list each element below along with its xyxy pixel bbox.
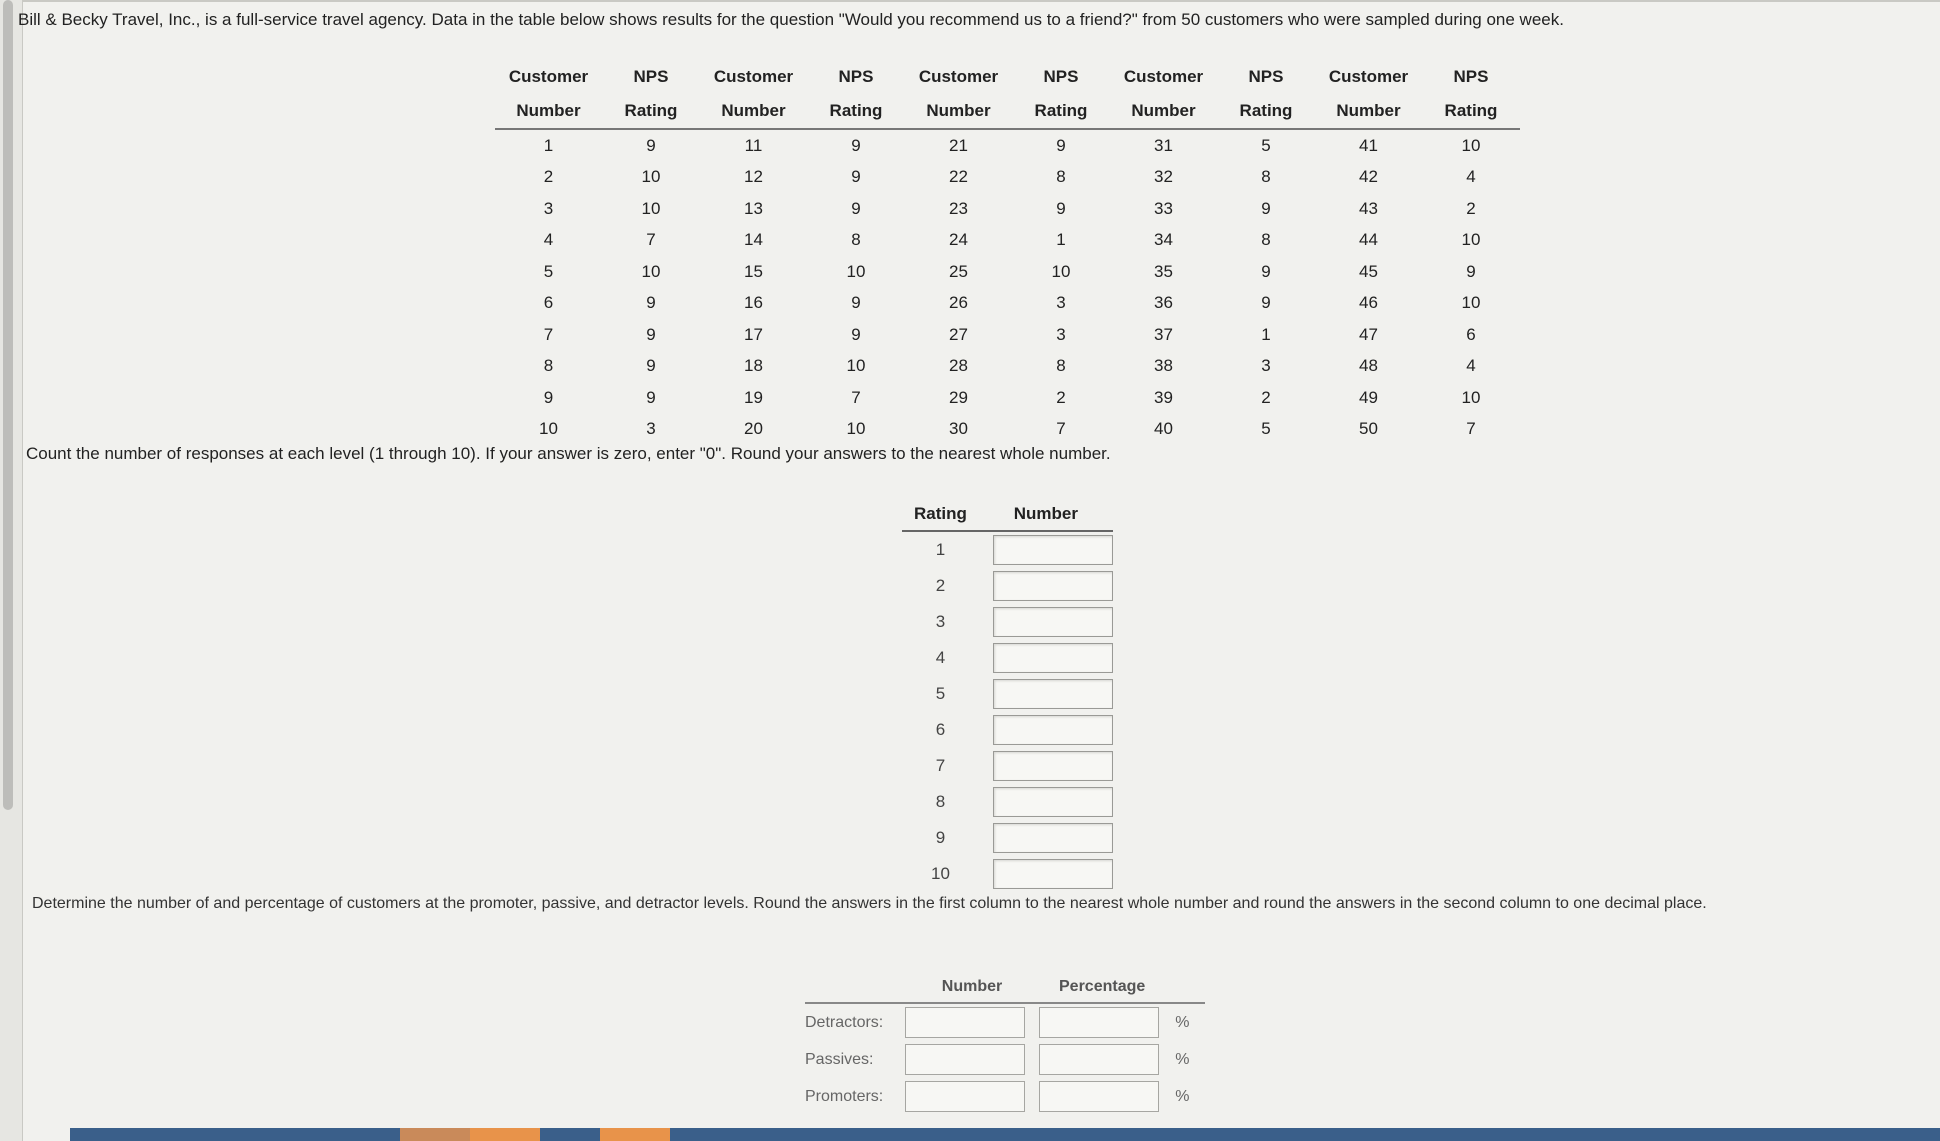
nps-rating-cell: 3 bbox=[1056, 324, 1066, 344]
level-percentage-input[interactable] bbox=[1039, 1007, 1159, 1038]
nps-rating-cell: 9 bbox=[851, 324, 861, 344]
level-number-input[interactable] bbox=[905, 1044, 1025, 1075]
rating-count-input[interactable] bbox=[993, 571, 1113, 601]
nps-rating-cell: 9 bbox=[851, 198, 861, 218]
customer-number-cell: 23 bbox=[949, 198, 968, 218]
header-rating: Rating bbox=[1012, 94, 1110, 129]
nps-rating-cell: 10 bbox=[846, 261, 866, 281]
customer-number-cell: 22 bbox=[949, 167, 968, 187]
level-label: Detractors: bbox=[805, 1013, 884, 1031]
nps-rating-cell: 8 bbox=[1261, 167, 1271, 187]
table-row bbox=[495, 129, 1520, 162]
count-row bbox=[902, 604, 1113, 640]
customer-number-cell: 41 bbox=[1359, 135, 1378, 155]
customer-number-cell: 43 bbox=[1359, 198, 1378, 218]
count-input-cell bbox=[979, 748, 1113, 784]
nps-rating-cell: 8 bbox=[851, 230, 861, 250]
customer-number-cell: 10 bbox=[539, 419, 558, 439]
levels-table-body bbox=[805, 1003, 1205, 1115]
rating-level-label: 10 bbox=[930, 864, 950, 883]
customer-number-cell: 3 bbox=[543, 198, 554, 218]
levels-header-percentage: Percentage bbox=[1039, 972, 1165, 1003]
customer-number-cell: 49 bbox=[1359, 387, 1378, 407]
customer-number-cell: 26 bbox=[949, 293, 968, 313]
customer-number-cell: 16 bbox=[744, 293, 763, 313]
nps-rating-cell: 7 bbox=[1466, 419, 1476, 439]
level-number-input[interactable] bbox=[905, 1081, 1025, 1112]
header-customer: Customer bbox=[1328, 67, 1409, 86]
count-row bbox=[902, 820, 1113, 856]
rating-count-input[interactable] bbox=[993, 787, 1113, 817]
customer-number-cell: 31 bbox=[1154, 135, 1173, 155]
count-input-cell bbox=[979, 784, 1113, 820]
table-row bbox=[495, 288, 1520, 320]
nps-rating-cell: 9 bbox=[851, 167, 861, 187]
nps-rating-cell: 5 bbox=[1261, 135, 1271, 155]
customer-number-cell: 21 bbox=[949, 135, 968, 155]
header-rating: Rating bbox=[1422, 94, 1520, 129]
nps-rating-cell: 9 bbox=[646, 387, 656, 407]
customer-number-cell: 8 bbox=[543, 356, 554, 376]
customer-number-cell: 25 bbox=[949, 261, 968, 281]
nps-rating-cell: 4 bbox=[1466, 356, 1476, 376]
customer-number-cell: 36 bbox=[1154, 293, 1173, 313]
percent-sign: % bbox=[1175, 1013, 1190, 1031]
nps-rating-cell: 9 bbox=[646, 356, 656, 376]
customer-number-cell: 17 bbox=[744, 324, 763, 344]
nps-rating-cell: 8 bbox=[1261, 230, 1271, 250]
count-input-cell bbox=[979, 856, 1113, 892]
table-row bbox=[495, 414, 1520, 446]
customer-number-cell: 42 bbox=[1359, 167, 1378, 187]
percent-sign: % bbox=[1175, 1050, 1190, 1068]
level-percentage-input[interactable] bbox=[1039, 1044, 1159, 1075]
level-percentage-input[interactable] bbox=[1039, 1081, 1159, 1112]
nps-rating-cell: 9 bbox=[1261, 293, 1271, 313]
table-row bbox=[495, 193, 1520, 225]
count-input-cell bbox=[979, 820, 1113, 856]
level-percentage-cell bbox=[1039, 1003, 1165, 1041]
intro-text: Bill & Becky Travel, Inc., is a full-service travel agency. Data in the table below shows results for the question "Would you recommend us to a friend?" from 50 customers who were sampled during one week. bbox=[18, 10, 1564, 29]
customer-number-cell: 39 bbox=[1154, 387, 1173, 407]
rating-count-input[interactable] bbox=[993, 715, 1113, 745]
customer-number-cell: 48 bbox=[1359, 356, 1378, 376]
count-table-body bbox=[902, 531, 1113, 892]
nps-table-body bbox=[495, 129, 1520, 445]
nps-levels-table bbox=[805, 972, 1205, 1115]
count-row bbox=[902, 712, 1113, 748]
customer-number-cell: 15 bbox=[744, 261, 763, 281]
nps-rating-cell: 10 bbox=[641, 167, 661, 187]
rating-count-input[interactable] bbox=[993, 643, 1113, 673]
rating-level-label: 8 bbox=[935, 792, 946, 811]
level-percentage-cell bbox=[1039, 1078, 1165, 1115]
count-row bbox=[902, 676, 1113, 712]
level-number-cell bbox=[905, 1041, 1039, 1078]
nps-rating-cell: 9 bbox=[1466, 261, 1476, 281]
nps-rating-cell: 10 bbox=[641, 198, 661, 218]
taskbar-segment[interactable] bbox=[470, 1128, 540, 1141]
nps-rating-cell: 9 bbox=[851, 135, 861, 155]
count-header-rating: Rating bbox=[902, 500, 979, 531]
nps-rating-cell: 6 bbox=[1466, 324, 1476, 344]
rating-level-label: 4 bbox=[935, 648, 946, 667]
count-row bbox=[902, 568, 1113, 604]
customer-number-cell: 11 bbox=[744, 135, 763, 155]
customer-number-cell: 34 bbox=[1154, 230, 1173, 250]
nps-rating-cell: 2 bbox=[1466, 198, 1476, 218]
rating-level-label: 7 bbox=[935, 756, 946, 775]
levels-header-blank bbox=[805, 972, 905, 1003]
header-number: Number bbox=[700, 94, 807, 129]
customer-number-cell: 18 bbox=[744, 356, 763, 376]
header-customer: Customer bbox=[508, 67, 589, 86]
nps-rating-cell: 9 bbox=[646, 293, 656, 313]
taskbar-segment[interactable] bbox=[400, 1128, 470, 1141]
nps-rating-cell: 10 bbox=[1461, 230, 1481, 250]
customer-number-cell: 45 bbox=[1359, 261, 1378, 281]
nps-rating-cell: 9 bbox=[1261, 198, 1271, 218]
rating-level-label: 6 bbox=[935, 720, 946, 739]
percent-sign: % bbox=[1175, 1087, 1190, 1105]
rating-count-input[interactable] bbox=[993, 607, 1113, 637]
levels-header-number: Number bbox=[905, 972, 1039, 1003]
level-number-input[interactable] bbox=[905, 1007, 1025, 1038]
header-number: Number bbox=[905, 94, 1012, 129]
customer-number-cell: 47 bbox=[1359, 324, 1378, 344]
customer-number-cell: 6 bbox=[543, 293, 554, 313]
header-nps: NPS bbox=[633, 67, 669, 86]
count-instruction: Count the number of responses at each level (1 through 10). If your answer is zero, enter "0". Round your answers to the nearest whole number. bbox=[26, 444, 1111, 463]
nps-rating-cell: 10 bbox=[1461, 387, 1481, 407]
table-row bbox=[495, 225, 1520, 257]
header-rating: Rating bbox=[807, 94, 905, 129]
header-rating: Rating bbox=[602, 94, 700, 129]
table-row bbox=[495, 256, 1520, 288]
top-divider bbox=[22, 0, 1940, 2]
nps-rating-cell: 8 bbox=[1056, 356, 1066, 376]
count-header-number: Number bbox=[979, 500, 1113, 531]
level-number-cell bbox=[905, 1003, 1039, 1041]
customer-number-cell: 44 bbox=[1359, 230, 1378, 250]
nps-rating-cell: 3 bbox=[1261, 356, 1271, 376]
customer-number-cell: 13 bbox=[744, 198, 763, 218]
nps-rating-cell: 9 bbox=[851, 293, 861, 313]
count-row bbox=[902, 531, 1113, 568]
customer-number-cell: 28 bbox=[949, 356, 968, 376]
count-input-cell bbox=[979, 676, 1113, 712]
table-row bbox=[495, 319, 1520, 351]
count-input-cell bbox=[979, 604, 1113, 640]
nps-rating-cell: 9 bbox=[1056, 135, 1066, 155]
level-row bbox=[805, 1041, 1205, 1078]
rating-count-input[interactable] bbox=[993, 535, 1113, 565]
customer-number-cell: 27 bbox=[949, 324, 968, 344]
scrollbar-thumb[interactable] bbox=[3, 0, 13, 810]
nps-rating-cell: 5 bbox=[1261, 419, 1271, 439]
nps-rating-cell: 7 bbox=[1056, 419, 1066, 439]
level-row bbox=[805, 1003, 1205, 1041]
header-nps: NPS bbox=[838, 67, 874, 86]
header-number: Number bbox=[1110, 94, 1217, 129]
nps-rating-cell: 7 bbox=[851, 387, 861, 407]
header-number: Number bbox=[495, 94, 602, 129]
customer-number-cell: 1 bbox=[543, 135, 554, 155]
header-number: Number bbox=[1315, 94, 1422, 129]
count-row bbox=[902, 784, 1113, 820]
customer-number-cell: 12 bbox=[744, 167, 763, 187]
level-percentage-cell bbox=[1039, 1041, 1165, 1078]
nps-data-table bbox=[495, 60, 1520, 445]
nps-rating-cell: 9 bbox=[646, 135, 656, 155]
header-nps: NPS bbox=[1248, 67, 1284, 86]
level-label: Passives: bbox=[805, 1050, 874, 1068]
customer-number-cell: 35 bbox=[1154, 261, 1173, 281]
rating-count-input[interactable] bbox=[993, 679, 1113, 709]
levels-instruction: Determine the number of and percentage of customers at the promoter, passive, and detractor levels. Round the answers in the first column to the nearest whole number and round the answers in the second column to one decimal place. bbox=[32, 895, 1707, 912]
nps-rating-cell: 2 bbox=[1056, 387, 1066, 407]
count-row bbox=[902, 748, 1113, 784]
count-input-cell bbox=[979, 531, 1113, 568]
nps-rating-cell: 4 bbox=[1466, 167, 1476, 187]
count-input-cell bbox=[979, 568, 1113, 604]
nps-rating-cell: 10 bbox=[1461, 135, 1481, 155]
count-row bbox=[902, 640, 1113, 676]
rating-level-label: 9 bbox=[935, 828, 946, 847]
rating-count-input[interactable] bbox=[993, 751, 1113, 781]
nps-rating-cell: 9 bbox=[646, 324, 656, 344]
nps-rating-cell: 9 bbox=[1056, 198, 1066, 218]
rating-count-table bbox=[902, 500, 1113, 892]
nps-rating-cell: 1 bbox=[1056, 230, 1066, 250]
nps-rating-cell: 2 bbox=[1261, 387, 1271, 407]
count-input-cell bbox=[979, 640, 1113, 676]
header-customer: Customer bbox=[713, 67, 794, 86]
customer-number-cell: 9 bbox=[543, 387, 554, 407]
nps-rating-cell: 9 bbox=[1261, 261, 1271, 281]
level-label: Promoters: bbox=[805, 1087, 884, 1105]
customer-number-cell: 19 bbox=[744, 387, 763, 407]
table-header-row bbox=[495, 94, 1520, 129]
rating-count-input[interactable] bbox=[993, 859, 1113, 889]
customer-number-cell: 30 bbox=[949, 419, 968, 439]
levels-header-unit bbox=[1165, 972, 1205, 1003]
customer-number-cell: 29 bbox=[949, 387, 968, 407]
customer-number-cell: 38 bbox=[1154, 356, 1173, 376]
customer-number-cell: 33 bbox=[1154, 198, 1173, 218]
rating-level-label: 3 bbox=[935, 612, 946, 631]
header-rating: Rating bbox=[1217, 94, 1315, 129]
customer-number-cell: 37 bbox=[1154, 324, 1173, 344]
nps-rating-cell: 7 bbox=[646, 230, 656, 250]
nps-rating-cell: 3 bbox=[1056, 293, 1066, 313]
count-row bbox=[902, 856, 1113, 892]
header-nps: NPS bbox=[1043, 67, 1079, 86]
level-number-cell bbox=[905, 1078, 1039, 1115]
customer-number-cell: 7 bbox=[543, 324, 554, 344]
table-row bbox=[495, 351, 1520, 383]
customer-number-cell: 5 bbox=[543, 261, 554, 281]
rating-level-label: 1 bbox=[935, 540, 946, 559]
customer-number-cell: 24 bbox=[949, 230, 968, 250]
customer-number-cell: 2 bbox=[543, 167, 554, 187]
customer-number-cell: 4 bbox=[543, 230, 554, 250]
header-customer: Customer bbox=[1123, 67, 1204, 86]
nps-rating-cell: 8 bbox=[1056, 167, 1066, 187]
count-input-cell bbox=[979, 712, 1113, 748]
customer-number-cell: 32 bbox=[1154, 167, 1173, 187]
table-row bbox=[495, 162, 1520, 194]
header-customer: Customer bbox=[918, 67, 999, 86]
nps-rating-cell: 1 bbox=[1261, 324, 1271, 344]
customer-number-cell: 40 bbox=[1154, 419, 1173, 439]
nps-rating-cell: 10 bbox=[1051, 261, 1071, 281]
customer-number-cell: 50 bbox=[1359, 419, 1378, 439]
rating-level-label: 2 bbox=[935, 576, 946, 595]
customer-number-cell: 14 bbox=[744, 230, 763, 250]
customer-number-cell: 20 bbox=[744, 419, 763, 439]
nps-rating-cell: 10 bbox=[641, 261, 661, 281]
level-row bbox=[805, 1078, 1205, 1115]
taskbar-segment[interactable] bbox=[600, 1128, 670, 1141]
nps-rating-cell: 3 bbox=[646, 419, 656, 439]
customer-number-cell: 46 bbox=[1359, 293, 1378, 313]
rating-level-label: 5 bbox=[935, 684, 946, 703]
taskbar bbox=[70, 1128, 1940, 1141]
header-nps: NPS bbox=[1453, 67, 1489, 86]
rating-count-input[interactable] bbox=[993, 823, 1113, 853]
nps-rating-cell: 10 bbox=[846, 419, 866, 439]
table-row bbox=[495, 382, 1520, 414]
nps-rating-cell: 10 bbox=[846, 356, 866, 376]
table-header-row bbox=[495, 60, 1520, 94]
nps-rating-cell: 10 bbox=[1461, 293, 1481, 313]
